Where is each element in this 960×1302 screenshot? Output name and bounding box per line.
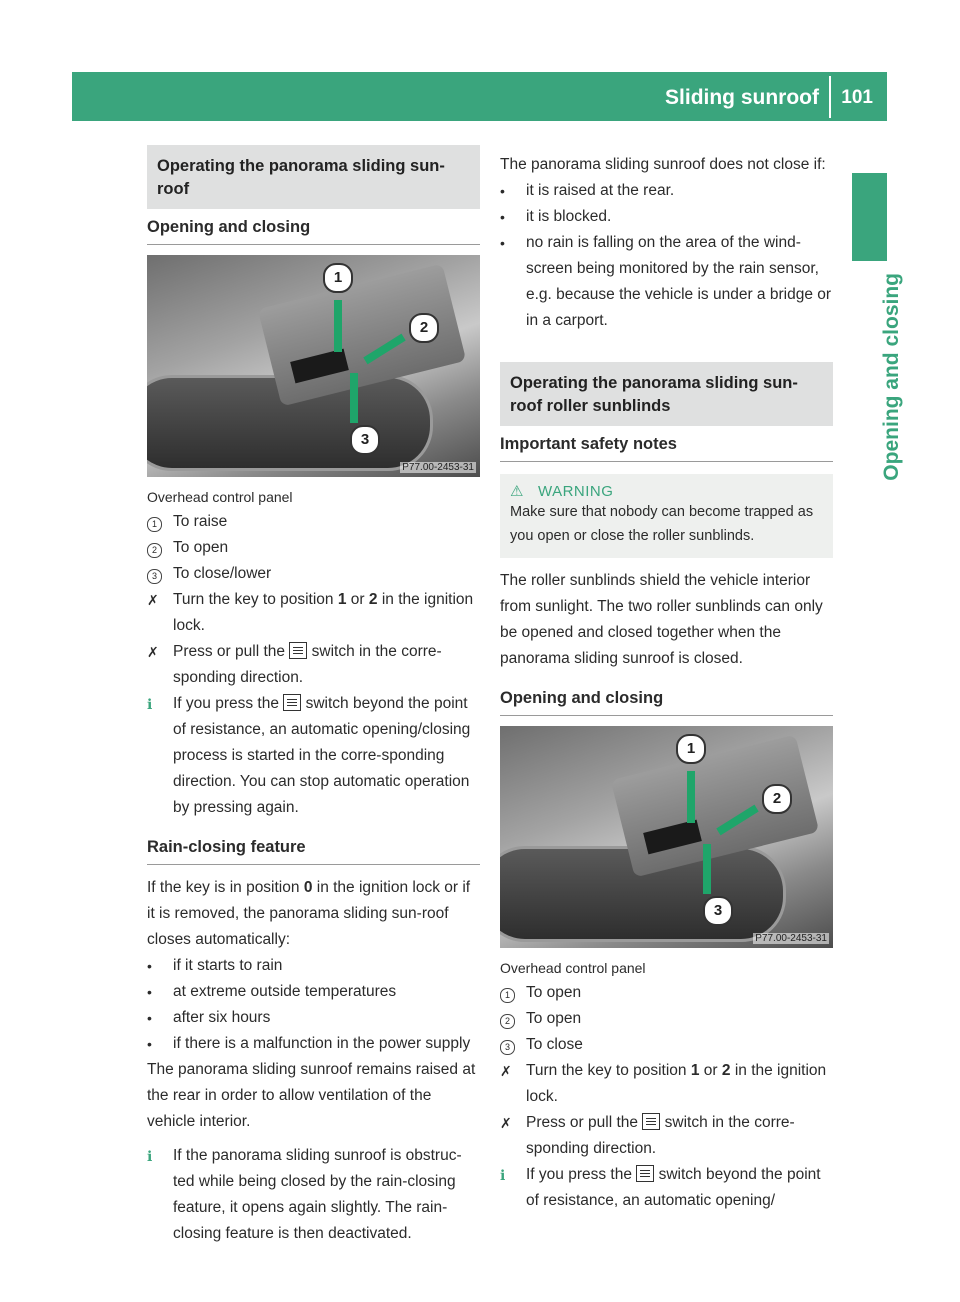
page-header — [72, 72, 887, 121]
figure-reference: P77.00-2453-31 — [755, 933, 827, 944]
step-x-icon: ✗ — [500, 1115, 512, 1131]
paragraph: The roller sunblinds shield the vehicle interior from sunlight. The two roller sunblinds can only be opened and closed together when the panorama sliding sunroof is closed. — [500, 572, 823, 667]
overhead-panel-image — [147, 255, 480, 477]
legend-item: 1 To open — [500, 980, 833, 1006]
info-icon: ℹ — [147, 1148, 153, 1164]
info-note: ℹ If you press the switch beyond the point of resistance, an automatic opening/closing process is started in the corre-sponding direction. You can stop automatic operation by pressing again. — [147, 691, 480, 821]
figure-caption: Overhead control panel — [147, 489, 293, 505]
legend-item: 3 To close/lower — [147, 561, 480, 587]
instruction-step: ✗ Turn the key to position 1 or 2 in the ignition lock. — [147, 587, 480, 639]
arrow-close — [350, 373, 358, 423]
sunroof-switch-icon — [642, 1113, 660, 1130]
figure-reference: P77.00-2453-31 — [402, 462, 474, 473]
instruction-step: ✗ Press or pull the switch in the corre-sponding direction. — [500, 1110, 833, 1162]
paragraph: The panorama sliding sunroof remains raised at the rear in order to allow ventilation of the vehicle interior. — [147, 1061, 476, 1130]
subheading-opening-closing-2: Opening and closing — [500, 680, 833, 716]
header-divider — [829, 76, 831, 118]
subheading-rain-closing: Rain-closing feature — [147, 829, 480, 865]
sunroof-switch-icon — [283, 694, 301, 711]
legend-item: 2 To open — [147, 535, 480, 561]
sunroof-switch-icon — [289, 642, 307, 659]
arrow-raise — [334, 300, 342, 352]
bullet-item: • no rain is falling on the area of the wind-screen being monitored by the rain sensor, e.g. because the vehicle is under a bridge or in a carport. — [500, 234, 832, 329]
figure-caption: Overhead control panel — [500, 960, 646, 976]
bullet-item: • it is blocked. — [500, 208, 612, 225]
subheading-opening-closing: Opening and closing — [147, 209, 480, 245]
callout-1: 1 — [323, 263, 353, 293]
paragraph: The panorama sliding sunroof does not close if: — [500, 156, 826, 173]
step-x-icon: ✗ — [147, 592, 159, 608]
callout-3: 3 — [350, 425, 380, 455]
legend-item: 1 To raise — [147, 509, 480, 535]
instruction-step: ✗ Turn the key to position 1 or 2 in the ignition lock. — [500, 1058, 833, 1110]
section-heading: Operating the panorama sliding sun- roof roller sunblinds — [500, 362, 833, 426]
callout-3: 3 — [703, 896, 733, 926]
right-column — [500, 152, 833, 1214]
bullet-item: • if it starts to rain — [147, 957, 283, 974]
instruction-step: ✗ Press or pull the switch in the corre-sponding direction. — [147, 639, 480, 691]
info-note: ℹ If the panorama sliding sunroof is obstruc-ted while being closed by the rain-closing feature, it opens again slightly. The rain-closing feature is then deactivated. — [147, 1143, 480, 1247]
legend-item: 3 To close — [500, 1032, 833, 1058]
bullet-item: • after six hours — [147, 1009, 271, 1026]
header-section-title: Sliding sunroof — [665, 86, 819, 109]
callout-2: 2 — [762, 784, 792, 814]
bullet-item: • it is raised at the rear. — [500, 182, 675, 199]
chapter-tab-label: Opening and closing — [880, 273, 903, 481]
page-number: 101 — [841, 87, 873, 108]
left-column — [147, 145, 480, 1247]
callout-1: 1 — [676, 734, 706, 764]
warning-triangle-icon: ⚠ — [510, 483, 524, 500]
warning-text: Make sure that nobody can become trapped as you open or close the roller sunblinds. — [510, 504, 814, 544]
step-x-icon: ✗ — [147, 644, 159, 660]
info-icon: ℹ — [500, 1167, 506, 1183]
sunroof-switch-icon — [636, 1165, 654, 1182]
callout-2: 2 — [409, 313, 439, 343]
legend-item: 2 To open — [500, 1006, 833, 1032]
overhead-panel-image-2 — [500, 726, 833, 948]
warning-box — [500, 474, 833, 558]
paragraph: If the key is in position 0 in the ignition lock or if it is removed, the panorama sliding sun-roof closes automatically: — [147, 879, 471, 948]
warning-title: WARNING — [537, 483, 614, 500]
info-icon: ℹ — [147, 696, 153, 712]
bullet-item: • if there is a malfunction in the power supply — [147, 1035, 471, 1052]
section-heading: Operating the panorama sliding sun- roof — [147, 145, 480, 209]
step-x-icon: ✗ — [500, 1063, 512, 1079]
chapter-tab-marker — [852, 173, 887, 261]
info-note: ℹ If you press the switch beyond the point of resistance, an automatic opening/ — [500, 1162, 833, 1214]
bullet-item: • at extreme outside temperatures — [147, 983, 397, 1000]
subheading-safety-notes: Important safety notes — [500, 426, 833, 462]
